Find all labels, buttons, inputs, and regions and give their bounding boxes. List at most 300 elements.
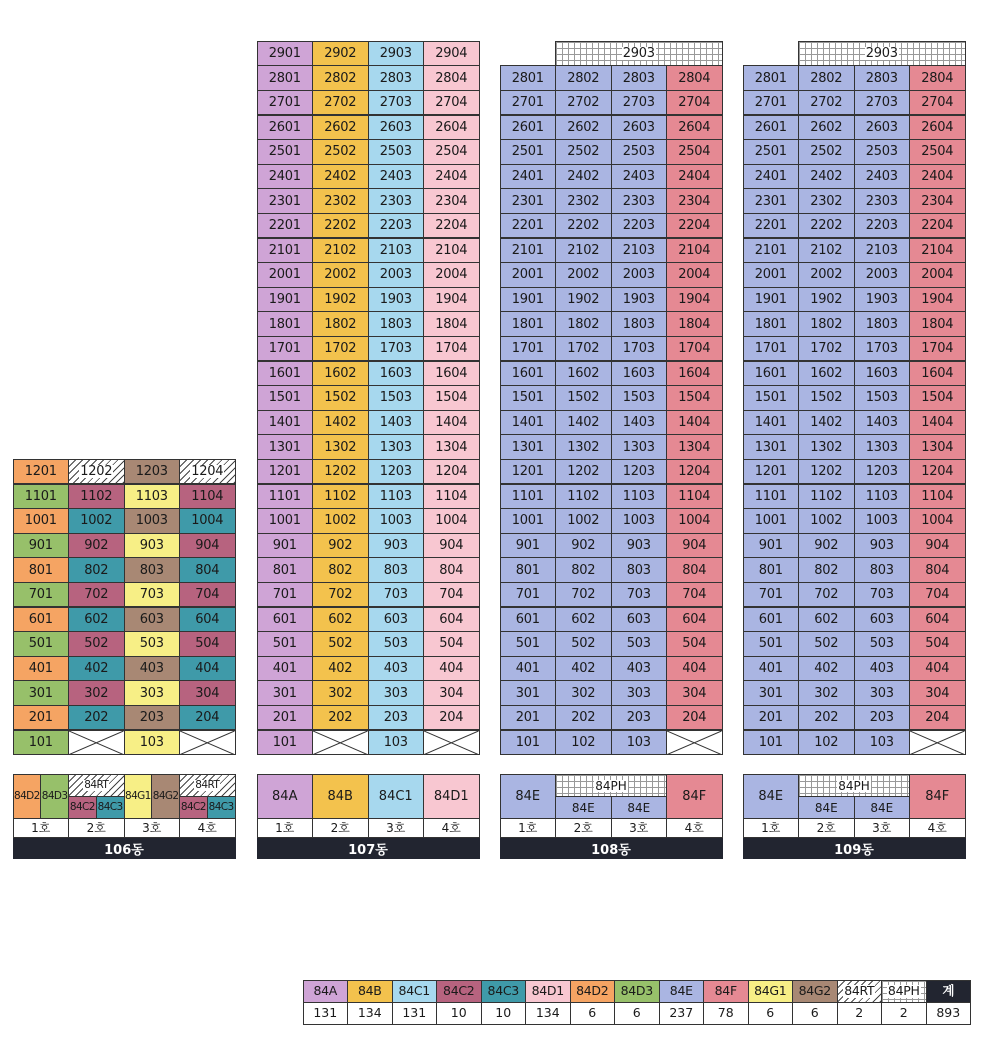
type-legend-label: 84PH [838, 778, 870, 793]
unit-number: 302 [571, 685, 596, 701]
unit-cell [909, 90, 966, 116]
unit-cell [798, 656, 855, 682]
unit-cell [854, 65, 911, 91]
unit-number: 203 [139, 710, 164, 726]
unit-cell [798, 262, 855, 288]
unit-number: 2902 [324, 45, 357, 61]
unit-number: 1201 [511, 464, 544, 480]
summary-header [792, 980, 838, 1003]
unit-number: 1703 [865, 341, 898, 357]
unit-number: 402 [84, 660, 109, 676]
unit-number: 1904 [678, 291, 711, 307]
unit-number: 2402 [324, 168, 357, 184]
unit-number: 204 [682, 710, 707, 726]
unit-number: 1202 [80, 464, 113, 480]
unit-cell [854, 90, 911, 116]
unit-number: 1002 [80, 513, 113, 529]
unit-cell [68, 582, 125, 608]
unit-number: 1302 [324, 439, 357, 455]
unit-cell [798, 115, 855, 141]
unit-number: 503 [626, 636, 651, 652]
unit-cell [68, 730, 125, 756]
unit-number: 1803 [622, 316, 655, 332]
unit-cell [909, 361, 966, 387]
unit-cell [179, 730, 236, 756]
unit-number: 2502 [567, 144, 600, 160]
unit-cell [368, 115, 425, 141]
unit-number: 2201 [754, 218, 787, 234]
unit-number: 702 [814, 587, 839, 603]
unit-number: 1402 [567, 414, 600, 430]
unit-cell [555, 557, 612, 583]
unit-cell [854, 557, 911, 583]
unit-number: 1404 [435, 414, 468, 430]
unit-label: 2호 [68, 818, 125, 838]
unit-number: 2004 [678, 267, 711, 283]
unit-number: 1004 [435, 513, 468, 529]
unit-cell [854, 533, 911, 559]
unit-cell [124, 631, 181, 657]
unit-number: 1504 [435, 390, 468, 406]
unit-cell [798, 164, 855, 190]
unit-cell [124, 730, 181, 756]
unit-cell [743, 238, 800, 264]
unit-number: 1401 [268, 414, 301, 430]
unit-number: 2702 [810, 95, 843, 111]
unit-number: 2101 [754, 242, 787, 258]
unit-number: 303 [869, 685, 894, 701]
unit-number: 301 [28, 685, 53, 701]
unit-cell [13, 484, 70, 510]
type-legend-cell [854, 796, 911, 819]
unit-cell [312, 656, 369, 682]
summary-count: 131 [303, 1002, 349, 1025]
unit-cell [854, 582, 911, 608]
summary-header [525, 980, 571, 1003]
unit-number: 2802 [810, 70, 843, 86]
unit-number: 1602 [324, 365, 357, 381]
unit-number: 2501 [754, 144, 787, 160]
unit-number: 803 [139, 562, 164, 578]
unit-cell [666, 705, 723, 731]
unit-cell [555, 311, 612, 337]
unit-number: 402 [814, 660, 839, 676]
unit-cell [124, 508, 181, 534]
type-legend-label: 84E [571, 800, 595, 815]
unit-cell [500, 65, 557, 91]
unit-number: 2804 [435, 70, 468, 86]
unit-number: 1401 [511, 414, 544, 430]
unit-number: 803 [626, 562, 651, 578]
unit-cell [555, 582, 612, 608]
unit-cell [13, 459, 70, 485]
unit-cell [666, 287, 723, 313]
unit-number: 2704 [435, 95, 468, 111]
unit-cell [611, 410, 668, 436]
unit-number: 1103 [865, 488, 898, 504]
unit-number: 1002 [810, 513, 843, 529]
unit-number: 804 [925, 562, 950, 578]
type-legend-label: 84C2 [180, 801, 206, 814]
unit-number: 102 [571, 734, 596, 750]
unit-cell [500, 730, 557, 756]
unit-cell [257, 115, 314, 141]
unit-cell [854, 705, 911, 731]
unit-number: 404 [925, 660, 950, 676]
unit-cell [611, 459, 668, 485]
unit-number: 501 [28, 636, 53, 652]
unit-number: 2703 [379, 95, 412, 111]
unit-number: 202 [814, 710, 839, 726]
unit-number: 2803 [379, 70, 412, 86]
unit-cell [500, 262, 557, 288]
unit-number: 901 [272, 537, 297, 553]
unit-cell [666, 631, 723, 657]
unit-cell [257, 705, 314, 731]
unit-cell [13, 656, 70, 682]
unit-number: 1103 [135, 488, 168, 504]
unit-number: 2701 [511, 95, 544, 111]
unit-label: 4호 [179, 818, 236, 838]
unit-cell [666, 139, 723, 165]
unit-number: 2501 [268, 144, 301, 160]
unit-cell [312, 90, 369, 116]
unit-number: 1503 [379, 390, 412, 406]
unit-number: 2601 [754, 119, 787, 135]
unit-number: 1003 [865, 513, 898, 529]
empty-cross [180, 731, 235, 755]
unit-number: 703 [869, 587, 894, 603]
unit-number: 2701 [754, 95, 787, 111]
unit-cell [666, 607, 723, 633]
unit-cell [743, 434, 800, 460]
unit-number: 2604 [435, 119, 468, 135]
unit-number: 603 [869, 611, 894, 627]
unit-cell [854, 238, 911, 264]
unit-number: 1503 [865, 390, 898, 406]
unit-number: 101 [515, 734, 540, 750]
unit-number: 2804 [678, 70, 711, 86]
unit-cell [124, 533, 181, 559]
summary-count: 2 [837, 1002, 883, 1025]
unit-number: 2001 [754, 267, 787, 283]
summary-header [926, 980, 972, 1003]
unit-number: 1103 [622, 488, 655, 504]
unit-cell [909, 607, 966, 633]
unit-cell [798, 607, 855, 633]
unit-cell [743, 680, 800, 706]
unit-number: 1604 [678, 365, 711, 381]
unit-cell [909, 508, 966, 534]
type-legend-cell [500, 774, 557, 819]
unit-number: 303 [383, 685, 408, 701]
unit-number: 2601 [511, 119, 544, 135]
unit-number: 2602 [567, 119, 600, 135]
unit-cell [257, 41, 314, 67]
unit-cell [500, 90, 557, 116]
unit-number: 901 [515, 537, 540, 553]
unit-cell [909, 311, 966, 337]
unit-number: 2001 [268, 267, 301, 283]
unit-cell [909, 582, 966, 608]
type-legend-cell [124, 774, 153, 819]
unit-number: 901 [758, 537, 783, 553]
unit-cell [257, 459, 314, 485]
unit-cell [854, 410, 911, 436]
unit-cell [743, 607, 800, 633]
summary-header [659, 980, 705, 1003]
unit-cell [423, 484, 480, 510]
unit-number: 2003 [379, 267, 412, 283]
unit-number: 1901 [268, 291, 301, 307]
type-legend-cell [423, 774, 480, 819]
unit-number: 102 [814, 734, 839, 750]
unit-number: 603 [139, 611, 164, 627]
unit-cell [423, 41, 480, 67]
unit-number: 503 [383, 636, 408, 652]
unit-number: 1202 [324, 464, 357, 480]
unit-cell [368, 336, 425, 362]
summary-count: 6 [748, 1002, 794, 1025]
unit-cell [909, 533, 966, 559]
unit-cell [500, 656, 557, 682]
unit-cell [368, 385, 425, 411]
unit-number: 2904 [435, 45, 468, 61]
unit-cell [368, 656, 425, 682]
unit-cell [854, 434, 911, 460]
unit-cell [368, 287, 425, 313]
type-legend-label: 84B [327, 789, 353, 804]
unit-cell [666, 434, 723, 460]
unit-number: 1303 [379, 439, 412, 455]
unit-cell [500, 533, 557, 559]
unit-label: 4호 [423, 818, 480, 838]
unit-cell [798, 65, 855, 91]
unit-number: 2104 [678, 242, 711, 258]
unit-number: 2301 [754, 193, 787, 209]
unit-number: 1403 [622, 414, 655, 430]
unit-number: 1204 [435, 464, 468, 480]
unit-number: 803 [869, 562, 894, 578]
unit-cell [854, 336, 911, 362]
unit-number: 2602 [810, 119, 843, 135]
penthouse-label: 2903 [622, 45, 655, 61]
unit-cell [798, 311, 855, 337]
unit-cell [500, 164, 557, 190]
unit-number: 1301 [511, 439, 544, 455]
unit-cell [368, 65, 425, 91]
unit-cell [555, 656, 612, 682]
unit-cell [743, 262, 800, 288]
unit-number: 601 [28, 611, 53, 627]
unit-cell [798, 238, 855, 264]
unit-number: 2404 [921, 168, 954, 184]
unit-cell [854, 459, 911, 485]
summary-header [570, 980, 616, 1003]
unit-number: 1604 [435, 365, 468, 381]
unit-cell [13, 508, 70, 534]
unit-cell [611, 361, 668, 387]
unit-cell [257, 213, 314, 239]
unit-number: 1704 [921, 341, 954, 357]
unit-cell [423, 680, 480, 706]
unit-cell [611, 582, 668, 608]
unit-cell [257, 139, 314, 165]
empty-cross [910, 731, 965, 755]
unit-number: 1203 [135, 464, 168, 480]
type-legend-label: 84C2 [69, 801, 95, 814]
unit-cell [423, 730, 480, 756]
unit-number: 902 [571, 537, 596, 553]
unit-cell [124, 656, 181, 682]
unit-cell [368, 484, 425, 510]
summary-header-label: 84A [313, 983, 338, 999]
unit-cell [423, 410, 480, 436]
unit-cell [368, 607, 425, 633]
unit-cell [257, 508, 314, 534]
unit-cell [257, 557, 314, 583]
unit-number: 2403 [622, 168, 655, 184]
unit-cell [423, 631, 480, 657]
summary-header [303, 980, 349, 1003]
unit-cell [368, 311, 425, 337]
unit-number: 2504 [921, 144, 954, 160]
unit-cell [312, 508, 369, 534]
type-legend-cell [68, 774, 125, 797]
summary-header-label: 84D3 [620, 983, 653, 999]
unit-number: 1904 [921, 291, 954, 307]
type-legend-label: 84C3 [97, 801, 123, 814]
unit-number: 1003 [622, 513, 655, 529]
unit-number: 1602 [567, 365, 600, 381]
unit-number: 302 [328, 685, 353, 701]
unit-number: 1802 [567, 316, 600, 332]
unit-number: 1001 [268, 513, 301, 529]
unit-cell [611, 631, 668, 657]
unit-cell [743, 115, 800, 141]
unit-number: 201 [272, 710, 297, 726]
unit-number: 2401 [511, 168, 544, 184]
unit-cell [611, 262, 668, 288]
unit-number: 2302 [324, 193, 357, 209]
unit-cell [368, 680, 425, 706]
unit-number: 103 [383, 734, 408, 750]
unit-number: 601 [758, 611, 783, 627]
unit-cell [854, 213, 911, 239]
summary-header-label: 84C1 [398, 983, 430, 999]
unit-number: 2801 [268, 70, 301, 86]
unit-number: 2104 [921, 242, 954, 258]
unit-number: 203 [869, 710, 894, 726]
unit-cell [909, 730, 966, 756]
unit-number: 2604 [678, 119, 711, 135]
unit-cell [555, 164, 612, 190]
unit-number: 504 [682, 636, 707, 652]
unit-cell [611, 139, 668, 165]
unit-cell [500, 631, 557, 657]
unit-number: 601 [272, 611, 297, 627]
unit-cell [13, 557, 70, 583]
unit-cell [124, 557, 181, 583]
unit-cell [798, 459, 855, 485]
unit-number: 2002 [810, 267, 843, 283]
type-legend-label: 84F [682, 789, 707, 804]
unit-cell [555, 533, 612, 559]
unit-cell [124, 582, 181, 608]
unit-number: 2503 [379, 144, 412, 160]
unit-cell [500, 311, 557, 337]
unit-number: 1203 [622, 464, 655, 480]
unit-cell [743, 533, 800, 559]
unit-number: 1203 [865, 464, 898, 480]
unit-cell [257, 730, 314, 756]
unit-number: 1901 [754, 291, 787, 307]
unit-number: 1804 [678, 316, 711, 332]
unit-cell [555, 65, 612, 91]
unit-number: 502 [328, 636, 353, 652]
unit-cell [798, 705, 855, 731]
unit-cell [909, 656, 966, 682]
unit-number: 1903 [622, 291, 655, 307]
unit-cell [312, 238, 369, 264]
unit-cell [909, 238, 966, 264]
unit-cell [854, 188, 911, 214]
unit-cell [368, 164, 425, 190]
unit-number: 1903 [865, 291, 898, 307]
unit-cell [555, 508, 612, 534]
unit-cell [423, 434, 480, 460]
unit-number: 2004 [921, 267, 954, 283]
unit-cell [909, 705, 966, 731]
unit-cell [312, 434, 369, 460]
unit-number: 604 [195, 611, 220, 627]
unit-number: 602 [814, 611, 839, 627]
building-name: 109동 [743, 838, 966, 859]
unit-cell [854, 262, 911, 288]
unit-cell [124, 705, 181, 731]
unit-cell [666, 311, 723, 337]
type-legend-label: 84D3 [41, 790, 68, 803]
type-legend-cell [743, 774, 800, 819]
summary-header [347, 980, 393, 1003]
type-legend-cell [611, 796, 668, 819]
unit-number: 2404 [678, 168, 711, 184]
unit-cell [555, 238, 612, 264]
penthouse-cell [798, 41, 966, 67]
unit-label: 1호 [500, 818, 557, 838]
unit-number: 2702 [324, 95, 357, 111]
unit-cell [743, 336, 800, 362]
unit-number: 1303 [622, 439, 655, 455]
unit-number: 2202 [810, 218, 843, 234]
unit-number: 2901 [268, 45, 301, 61]
unit-cell [798, 188, 855, 214]
unit-cell [500, 188, 557, 214]
unit-cell [909, 484, 966, 510]
unit-cell [909, 459, 966, 485]
unit-cell [68, 459, 125, 485]
unit-cell [611, 311, 668, 337]
unit-number: 1903 [379, 291, 412, 307]
type-legend-cell [40, 774, 69, 819]
unit-cell [68, 484, 125, 510]
unit-cell [666, 680, 723, 706]
unit-cell [666, 484, 723, 510]
unit-number: 1102 [80, 488, 113, 504]
unit-cell [909, 65, 966, 91]
unit-cell [312, 287, 369, 313]
unit-cell [257, 262, 314, 288]
